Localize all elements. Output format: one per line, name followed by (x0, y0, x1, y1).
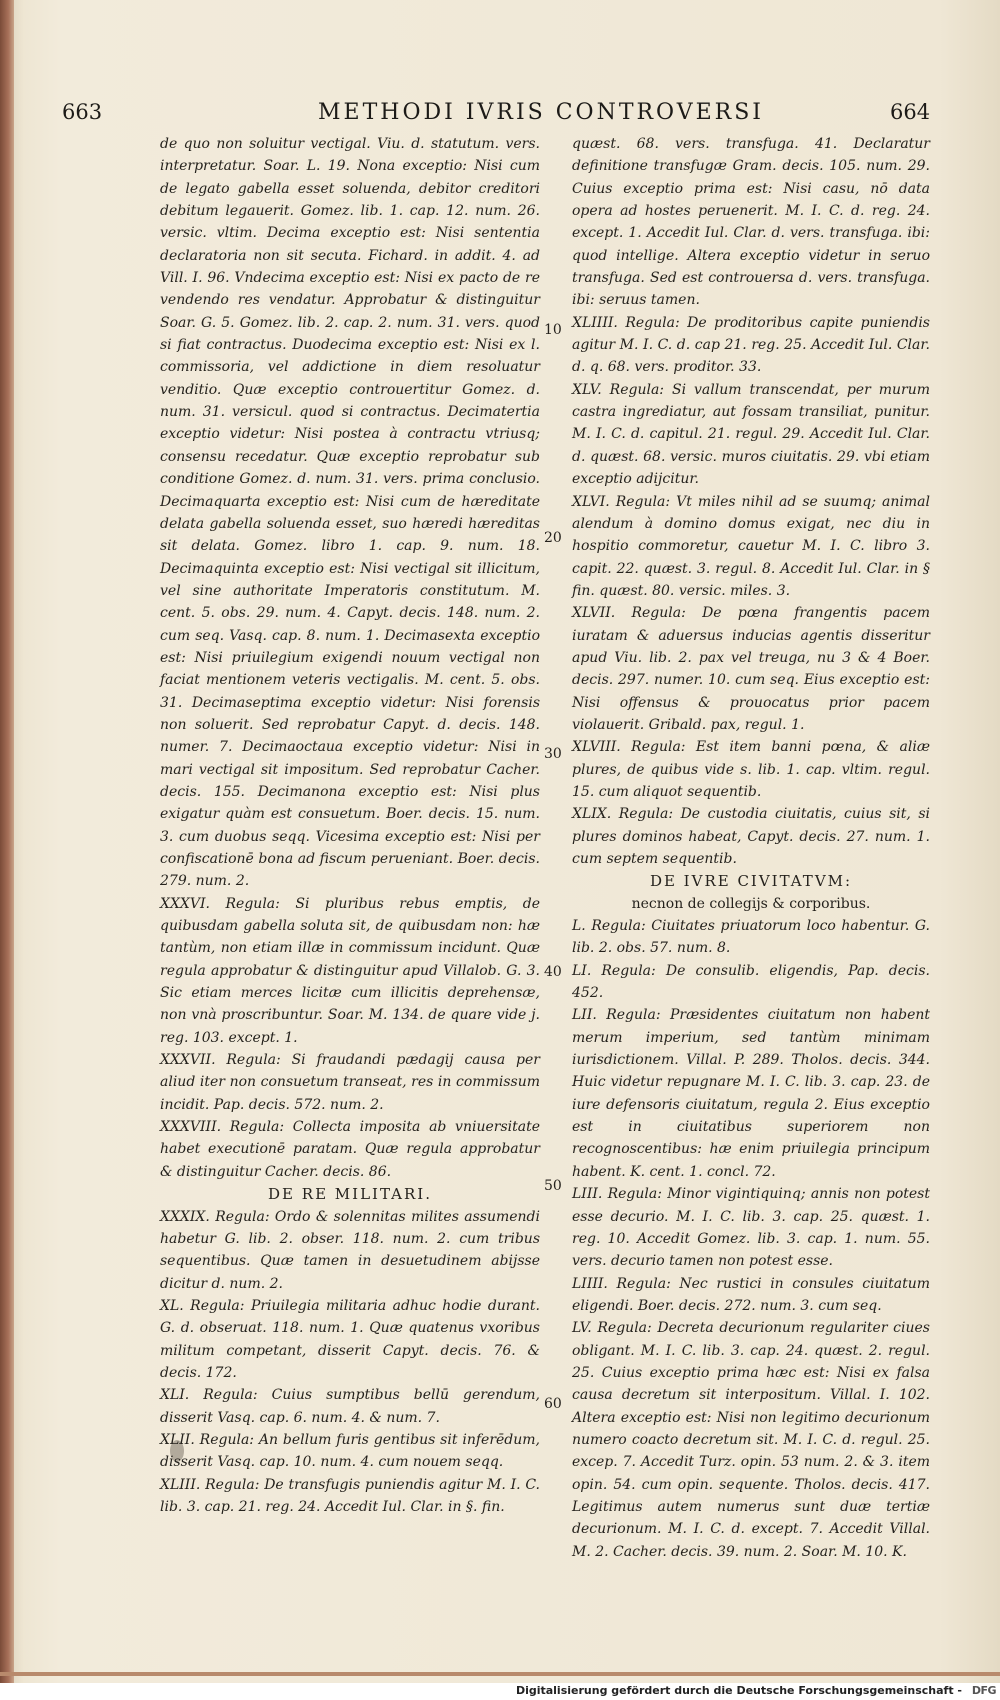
page-number-right: 664 (890, 100, 931, 124)
right-paragraph-reg-44: XLIIII. Regula: De proditoribus capite puniendis agitur M. I. C. d. cap 21. reg. 25. Accedit Iul. Clar. d. q. 68. vers. proditor. 33. (572, 314, 930, 376)
left-paragraph-reg-40: XL. Regula: Priuilegia militaria adhuc hodie durant. G. d. obseruat. 118. num. 1. Quæ quatenus vxoribus militum competant, disserit Capyt. decis. 76. & decis. 172. (160, 1297, 540, 1381)
section-subheading-collegijs: necnon de collegijs & corporibus. (631, 895, 871, 912)
left-paragraph-reg-37: XXXVII. Regula: Si fraudandi pædagij causa per aliud iter non consuetum transeat, res in commissum incidit. Pap. decis. 572. num. 2. (160, 1052, 540, 1113)
right-paragraph-reg-49: XLIX. Regula: De custodia ciuitatis, cuius sit, si plures dominos habeat, Capyt. decis. 27. num. 1. cum septem sequentib. (572, 806, 930, 867)
left-paragraph-reg-43: XLIII. Regula: De transfugis puniendis agitur M. I. C. lib. 3. cap. 21. reg. 24. Accedit Iul. Clar. in §. fin. (160, 1476, 540, 1515)
right-paragraph-reg-52: LII. Regula: Præsidentes ciuitatum non habent merum imperium, sed tantùm minimam iurisdictionem. Villal. P. 289. Tholos. decis. 344. Huic videtur repugnare M. I. C. lib. 3. cap. 23. de iure defensoris ciuitatum, regula 2. Eius exceptio est in ciuitatibus superiorem non recognoscentibus: hæ enim priuilegia principum habent. K. cent. 1. concl. 72. (572, 1007, 930, 1180)
right-paragraph-reg-51: LI. Regula: De consulib. eligendis, Pap. decis. 452. (572, 962, 930, 1002)
right-paragraph-reg-50: L. Regula: Ciuitates priuatorum loco habentur. G. lib. 2. obs. 57. num. 8. (572, 918, 930, 957)
page-number-left: 663 (62, 100, 103, 124)
margin-number-20: 20 (544, 530, 562, 546)
page-header (0, 100, 1000, 130)
right-text-column (572, 133, 930, 1563)
dfg-logo-icon: DFG (971, 1684, 996, 1697)
book-spine-edge (0, 0, 14, 1700)
left-paragraph-reg-39: XXXIX. Regula: Ordo & solennitas milites assumendi habetur G. lib. 2. obser. 118. num. 2. cum tribus sequentibus. Quæ tamen in desuetudinem abijsse dicitur d. num. 2. (160, 1208, 540, 1292)
left-paragraph-reg-38: XXXVIII. Regula: Collecta imposita ab vniuersitate habet executionē paratam. Quæ regula approbatur & distinguitur Cacher. decis. 86. (160, 1119, 540, 1180)
left-paragraph-exceptions: de quo non soluitur vectigal. Viu. d. statutum. vers. interpretatur. Soar. L. 19. Nona exceptio: Nisi cum de legato gabella esset soluenda, debitor creditori debitum legauerit. Gomez. lib. 1. cap. 12. num. 26. versic. vltim. Decima exceptio est: Nisi sententia declaratoria non sit secuta. Fichard. in addit. 4. ad Vill. I. 96. Vndecima exceptio est: Nisi ex pacto de re vendendo res vendatur. Approbatur & distinguitur Soar. G. 5. Gomez. lib. 2. cap. 2. num. 31. vers. quod si fiat contractus. Duodecima exceptio est: Nisi ex l. commissoria, vel addictione in diem resoluatur venditio. Quæ exceptio controuertitur Gomez. d. num. 31. versicul. quod si contractus. Decimatertia exceptio videtur: Nisi postea à contractu vtriusq; consensu recedatur. Quæ exceptio reprobatur sub conditione Gomez. d. num. 31. vers. prima conclusio. Decimaquarta exceptio est: Nisi cum de hæreditate delata gabella soluenda esset, suo hæredi hæreditas sit delata. Gomez. libro 1. cap. 9. num. 18. Decimaquinta exceptio est: Nisi vectigal sit illicitum, vel sine authoritate Imperatoris constitutum. M. cent. 5. obs. 29. num. 4. Capyt. decis. 148. num. 2. cum seq. Vasq. cap. 8. num. 1. Decimasexta exceptio est: Nisi priuilegium exigendi nouum vectigal non faciat mentionem veteris vectigalis. M. cent. 5. obs. 31. Decimaseptima exceptio videtur: Nisi forensis non soluerit. Sed reprobatur Capyt. d. decis. 148. numer. 7. Decimaoctaua exceptio videtur: Nisi in mari vectigal sit impositum. Sed reprobatur Cacher. decis. 155. Decimanona exceptio est: Nisi plus exigatur quàm est consuetum. Boer. decis. 15. num. 3. cum duobus seqq. Vicesima exceptio est: Nisi per confiscationē bona ad fiscum perueniant. Boer. decis. 279. num. 2. (160, 136, 540, 890)
running-title: METHODI IVRIS CONTROVERSI (318, 100, 764, 125)
right-paragraph-transfuga: quæst. 68. vers. transfuga. 41. Declaratur definitione transfugæ Gram. decis. 105. num. 29. Cuius exceptio prima est: Nisi casu, nō data opera ad hostes peruenerit. M. I. C. d. reg. 24. except. 1. Accedit Iul. Clar. d. vers. transfuga. ibi: quod intellige. Altera exceptio videtur in seruo transfuga. Sed est controuersa d. vers. transfuga. ibi: seruus tamen. (572, 136, 930, 309)
left-text-column (160, 133, 540, 1518)
margin-number-30: 30 (544, 746, 562, 762)
right-paragraph-reg-46: XLVI. Regula: Vt miles nihil ad se suumq; animal alendum à domino domus exigat, nec diu in hospitio commoretur, cauetur M. I. C. libro 3. capit. 22. quæst. 3. regul. 8. Accedit Iul. Clar. in § fin. quæst. 80. versic. miles. 3. (572, 493, 930, 599)
right-paragraph-reg-54: LIIII. Regula: Nec rustici in consules ciuitatum eligendi. Boer. decis. 272. num. 3. cum seq. (572, 1275, 930, 1314)
left-paragraph-reg-42: XLII. Regula: An bellum furis gentibus sit inferēdum, disserit Vasq. cap. 10. num. 4. cum nouem seqq. (160, 1431, 540, 1471)
left-paragraph-reg-41: XLI. Regula: Cuius sumptibus bellū gerendum, disserit Vasq. cap. 6. num. 4. & num. 7. (160, 1387, 540, 1426)
margin-number-40: 40 (544, 964, 562, 980)
right-paragraph-reg-45: XLV. Regula: Si vallum transcendat, per murum castra ingrediatur, aut fossam transiliat, punitur. M. I. C. d. capitul. 21. regul. 29. Accedit Iul. Clar. d. quæst. 68. versic. muros ciuitatis. 29. vbi etiam exceptio adijcitur. (572, 381, 930, 488)
page-bottom-edge (0, 1672, 1000, 1676)
margin-number-10: 10 (544, 322, 562, 338)
digitization-footer (0, 1683, 1000, 1700)
funding-credit-text: Digitalisierung gefördert durch die Deutsche Forschungsgemeinschaft - (515, 1684, 962, 1697)
left-paragraph-reg-36: XXXVI. Regula: Si pluribus rebus emptis, de quibusdam gabella soluta sit, de quibusdam non: hæ tantùm, non etiam illæ in commissum incidunt. Quæ regula approbatur & distinguitur apud Villalob. G. 3. Sic etiam merces licitæ cum illicitis deprehensæ, non vnà proscribuntur. Soar. M. 134. de quare vide j. reg. 103. except. 1. (160, 895, 540, 1046)
margin-number-50: 50 (544, 1178, 562, 1194)
right-paragraph-reg-55: LV. Regula: Decreta decurionum regulariter ciues obligant. M. I. C. lib. 3. cap. 24. quæst. 2. regul. 25. Cuius exceptio prima hæc est: Nisi ex falsa causa decretum sit interpositum. Villal. I. 102. Altera exceptio est: Nisi non legitimo decurionum numero coacto decretum sit. M. I. C. d. regul. 25. excep. 7. Accedit Turz. opin. 53 num. 2. & 3. item opin. 54. cum opin. sequente. Tholos. decis. 417. Legitimus autem numerus sunt duæ tertiæ decurionum. M. I. C. d. except. 7. Accedit Villal. M. 2. Cacher. decis. 39. num. 2. Soar. M. 10. K. (572, 1320, 930, 1560)
right-paragraph-reg-53: LIII. Regula: Minor vigintiquinq; annis non potest esse decurio. M. I. C. lib. 3. cap. 25. quæst. 1. reg. 10. Accedit Gomez. lib. 3. cap. 1. num. 55. vers. decurio tamen non potest esse. (572, 1186, 930, 1270)
section-heading-re-militari: DE RE MILITARI. (268, 1185, 432, 1204)
right-paragraph-reg-48: XLVIII. Regula: Est item banni pœna, & aliæ plures, de quibus vide s. lib. 1. cap. vltim. regul. 15. cum aliquot sequentib. (572, 739, 930, 800)
section-heading-iure-civitatum: DE IVRE CIVITATVM: (649, 872, 853, 891)
margin-number-60: 60 (544, 1396, 562, 1412)
right-paragraph-reg-47: XLVII. Regula: De pœna frangentis pacem iuratam & aduersus inducias agentis disseritur apud Viu. lib. 2. pax vel treuga, nu 3 & 4 Boer. decis. 297. numer. 10. cum seq. Eius exceptio est: Nisi offensus & prouocatus prior pacem violauerit. Gribald. pax, regul. 1. (572, 605, 930, 733)
